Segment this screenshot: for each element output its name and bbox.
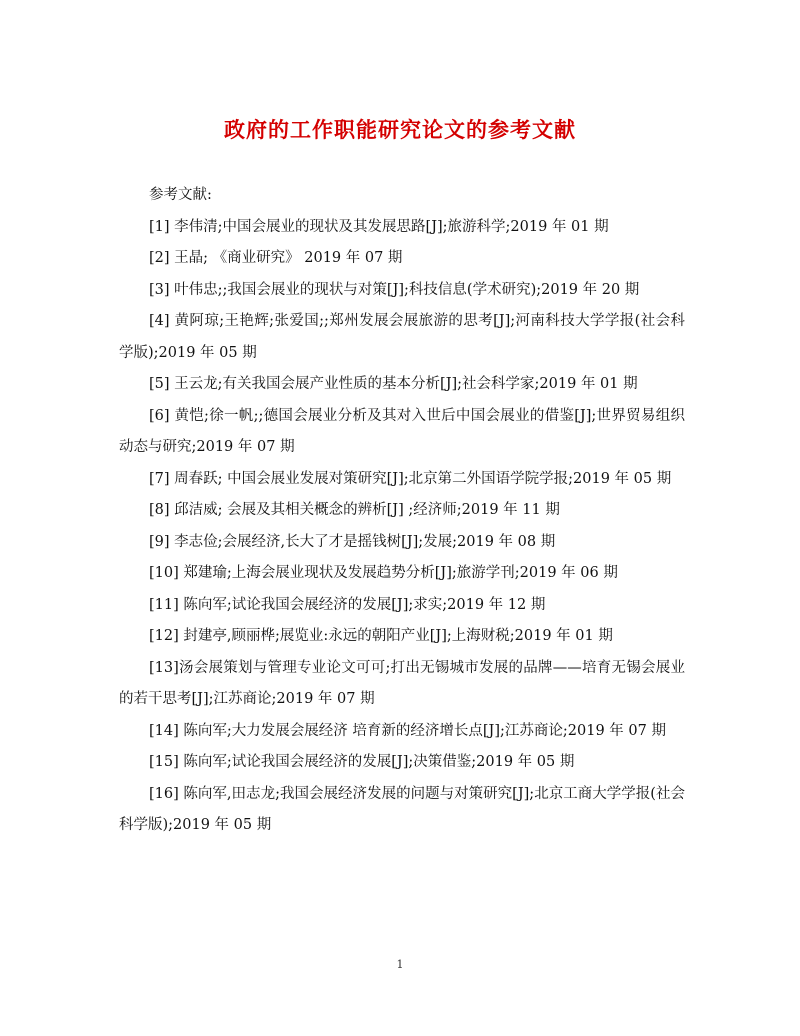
reference-item: [15] 陈向军;试论我国会展经济的发展[J];决策借鉴;2019 年 05 期 xyxy=(149,754,575,770)
reference-item: [5] 王云龙;有关我国会展产业性质的基本分析[J];社会科学家;2019 年 01 期 xyxy=(149,376,638,392)
reference-item: [12] 封建亭,顾丽桦;展览业:永远的朝阳产业[J];上海财税;2019 年 01 期 xyxy=(149,628,613,644)
references-section xyxy=(119,180,685,842)
reference-item: [3] 叶伟忠;;我国会展业的现状与对策[J];科技信息(学术研究);2019 年 20 期 xyxy=(149,281,640,298)
reference-item: [14] 陈向军;大力发展会展经济 培育新的经济增长点[J];江苏商论;2019 年 07 期 xyxy=(149,722,666,739)
references-heading: 参考文献: xyxy=(149,187,212,203)
reference-item: [11] 陈向军;试论我国会展经济的发展[J];求实;2019 年 12 期 xyxy=(149,596,546,613)
reference-item: [13]汤会展策划与管理专业论文可可;打出无锡城市发展的品牌——培育无锡会展业的若干思考[J];江苏商论;2019 年 07 期 xyxy=(119,659,685,707)
reference-item: [6] 黄恺;徐一帆;;德国会展业分析及其对入世后中国会展业的借鉴[J];世界贸易组织动态与研究;2019 年 07 期 xyxy=(119,407,685,455)
reference-item: [4] 黄阿琼;王艳辉;张爱国;;郑州发展会展旅游的思考[J];河南科技大学学报(社会科学版);2019 年 05 期 xyxy=(119,313,685,361)
reference-item: [2] 王晶; 《商业研究》 2019 年 07 期 xyxy=(149,250,403,266)
reference-item: [9] 李志俭;会展经济,长大了才是摇钱树[J];发展;2019 年 08 期 xyxy=(149,533,556,550)
reference-item: [16] 陈向军,田志龙;我国会展经济发展的问题与对策研究[J];北京工商大学学报(社会科学版);2019 年 05 期 xyxy=(119,785,685,833)
reference-item: [10] 郑建瑜;上海会展业现状及发展趋势分析[J];旅游学刊;2019 年 06 期 xyxy=(149,565,618,581)
page-number: 1 xyxy=(396,958,404,971)
reference-item: [1] 李伟清;中国会展业的现状及其发展思路[J];旅游科学;2019 年 01 期 xyxy=(149,218,609,235)
reference-item: [8] 邱洁威; 会展及其相关概念的辨析[J] ;经济师;2019 年 11 期 xyxy=(149,502,560,518)
document-title: 政府的工作职能研究论文的参考文献 xyxy=(224,117,576,142)
reference-item: [7] 周春跃; 中国会展业发展对策研究[J];北京第二外国语学院学报;2019 年 05 期 xyxy=(149,470,672,487)
